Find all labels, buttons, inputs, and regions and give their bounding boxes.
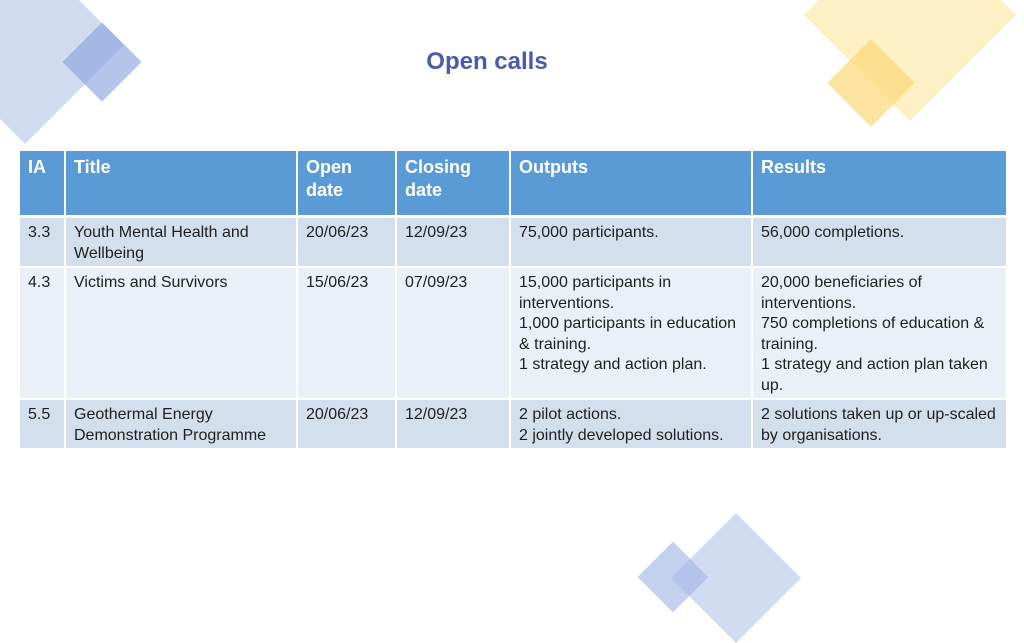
cell-closing-date: 07/09/23	[396, 267, 510, 399]
cell-results	[752, 217, 1007, 268]
header-results: Results	[752, 150, 1007, 217]
cell-title: Geothermal Energy Demonstration Programme	[65, 399, 297, 449]
table-header-row	[19, 150, 1007, 217]
header-title: Title	[65, 150, 297, 217]
cell-ia: 4.3	[19, 267, 65, 399]
cell-open-date: 20/06/23	[297, 399, 396, 449]
output-line: 2 jointly developed solutions.	[519, 426, 724, 444]
slide-title: Open calls	[426, 48, 548, 75]
result-line: 20,000 beneficiaries of interventions.	[761, 274, 922, 312]
header-ia: IA	[19, 150, 65, 217]
result-line: 1 strategy and action plan taken up.	[761, 356, 988, 394]
cell-outputs	[510, 399, 752, 449]
cell-outputs	[510, 217, 752, 268]
result-line: 2 solutions taken up or up-scaled by organisations.	[761, 406, 996, 444]
output-line: 2 pilot actions.	[519, 406, 622, 423]
open-calls-table	[18, 149, 1008, 450]
cell-open-date: 15/06/23	[297, 267, 396, 399]
header-outputs: Outputs	[510, 150, 752, 217]
cell-open-date: 20/06/23	[297, 217, 396, 268]
cell-closing-date: 12/09/23	[396, 217, 510, 268]
cell-results	[752, 267, 1007, 399]
cell-outputs	[510, 267, 752, 399]
output-line: 1,000 participants in education & training.	[519, 315, 737, 353]
header-open-date: Open date	[297, 150, 396, 217]
cell-title: Victims and Survivors	[65, 267, 297, 399]
cell-title: Youth Mental Health and Wellbeing	[65, 217, 297, 268]
output-line: 1 strategy and action plan.	[519, 356, 707, 373]
cell-ia: 3.3	[19, 217, 65, 268]
header-closing-date: Closing date	[396, 150, 510, 217]
cell-results	[752, 399, 1007, 449]
result-line: 750 completions of education & training.	[761, 315, 985, 353]
result-line: 56,000 completions.	[761, 224, 905, 241]
cell-closing-date: 12/09/23	[396, 399, 510, 449]
table-row	[19, 399, 1007, 449]
output-line: 15,000 participants in interventions.	[519, 274, 672, 312]
output-line: 75,000 participants.	[519, 224, 659, 241]
table-row	[19, 267, 1007, 399]
cell-ia: 5.5	[19, 399, 65, 449]
table-row	[19, 217, 1007, 268]
